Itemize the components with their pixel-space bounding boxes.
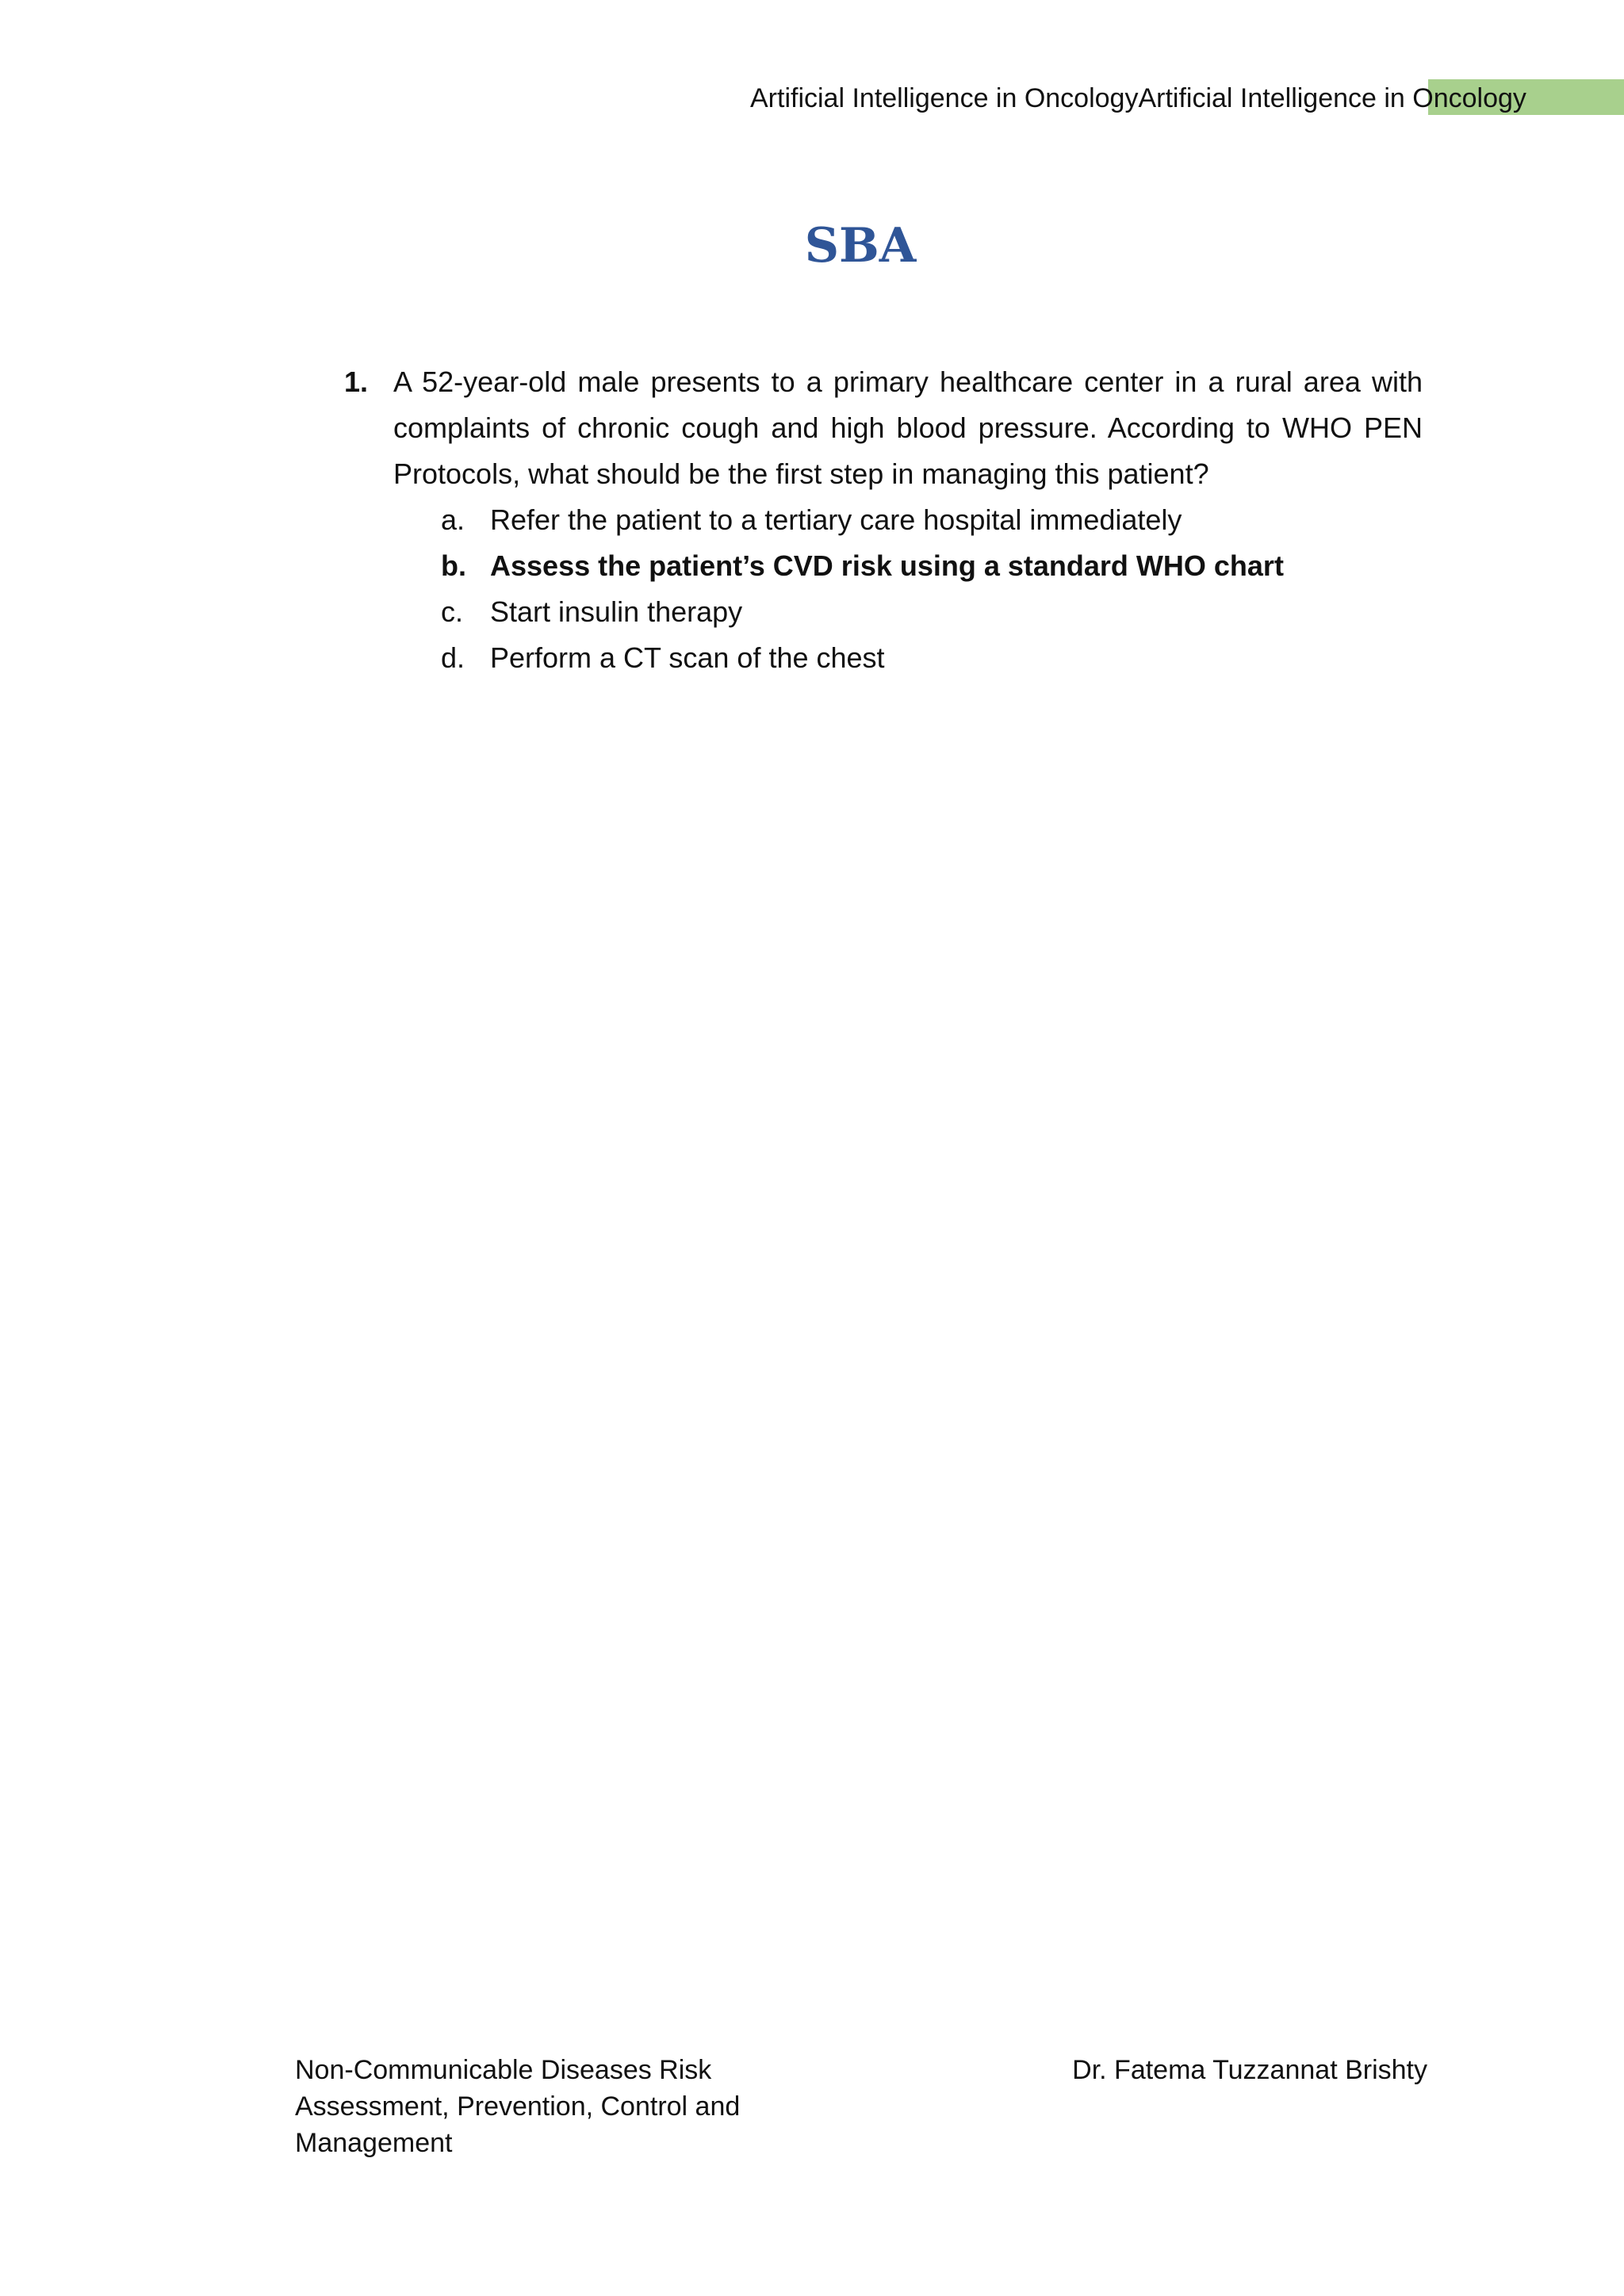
option-text: Assess the patient’s CVD risk using a standard WHO chart — [490, 549, 1284, 582]
footer-course-title: Non-Communicable Diseases Risk Assessment, Prevention, Control and Management — [295, 2055, 741, 2158]
running-header: Artificial Intelligence in OncologyArtificial Intelligence in Oncology — [750, 83, 1526, 113]
option-text: Start insulin therapy — [490, 595, 743, 628]
footer-author: Dr. Fatema Tuzzannat Brishty — [1072, 2055, 1427, 2085]
option-c — [441, 589, 1423, 635]
option-letter: c. — [441, 595, 464, 628]
option-a — [441, 497, 1423, 543]
option-d — [441, 635, 1423, 681]
option-letter: a. — [441, 503, 465, 536]
option-letter: b. — [441, 549, 466, 582]
question-number: 1. — [344, 365, 369, 398]
question-block — [344, 359, 1423, 681]
page-title: SBA — [804, 218, 917, 274]
option-b-correct — [441, 543, 1423, 589]
option-text: Perform a CT scan of the chest — [490, 641, 885, 674]
answer-options — [441, 497, 1423, 681]
option-letter: d. — [441, 641, 465, 674]
option-text: Refer the patient to a tertiary care hospital immediately — [490, 503, 1182, 536]
question-stem: A 52-year-old male presents to a primary healthcare center in a rural area with complaints of chronic cough and high blood pressure. According to WHO PEN Protocols, what should be the first step in managing this patient? — [393, 365, 1423, 490]
